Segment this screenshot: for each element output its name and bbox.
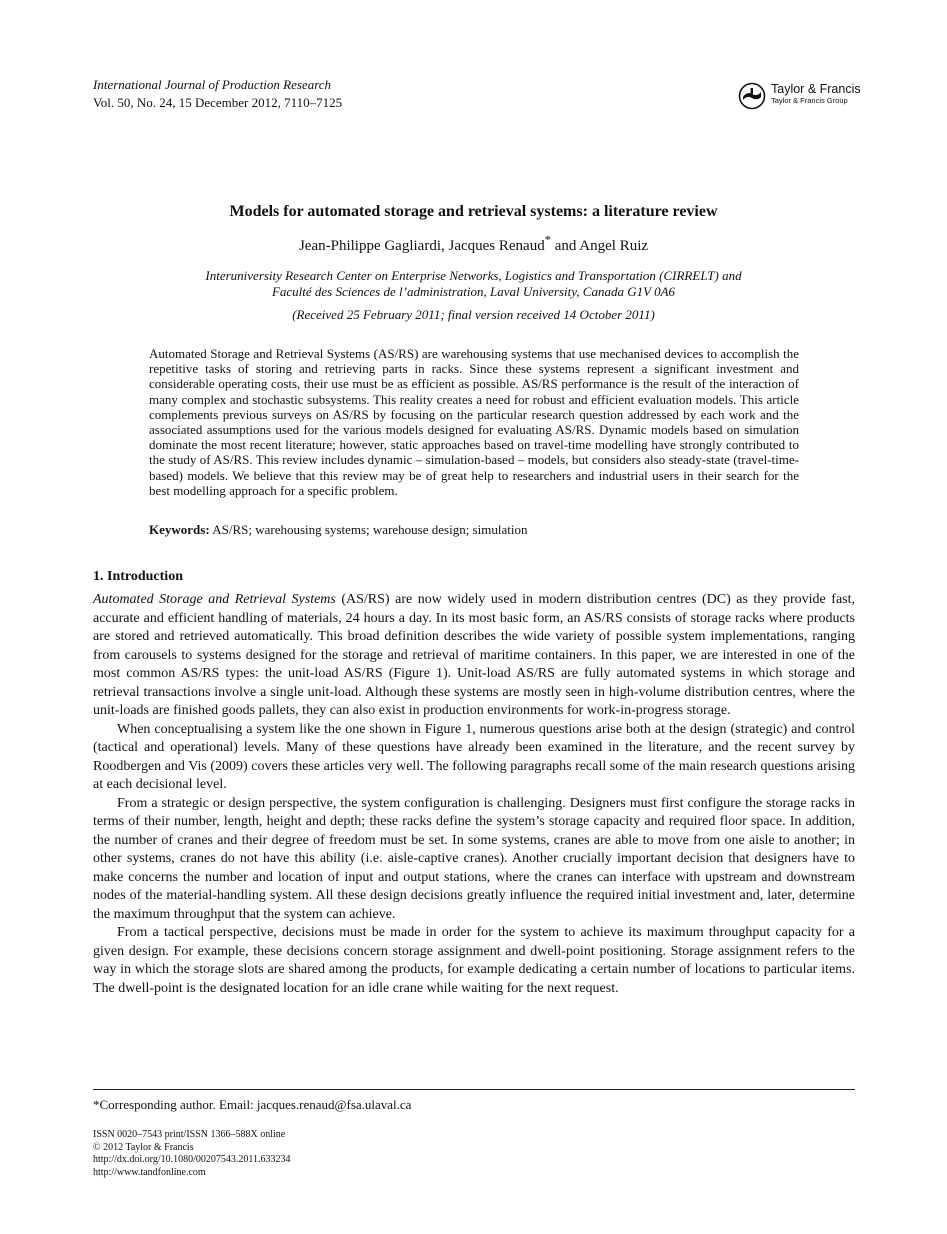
- corresponding-mark: *: [544, 233, 551, 247]
- keywords-text: AS/RS; warehousing systems; warehouse design; simulation: [212, 522, 528, 537]
- body-text: [93, 591, 855, 998]
- authors-last: and Angel Ruiz: [550, 238, 649, 254]
- affiliation-line-2: Faculté des Sciences de l’administration, Laval University, Canada G1V 0A6: [271, 284, 676, 299]
- paragraph-3: From a strategic or design perspective, the system configuration is challenging. Designers must first configure the storage racks in terms of their number, length, height and depth; these racks define the system’s storage capacity and required floor space. In addition, the number of cranes and their degree of freedom must be set. In some systems, cranes are able to move from one aisle to another; in other systems, cranes do not have this ability (i.e. aisle-captive cranes). Another crucially important decision that designers have to make concerns the number and location of input and output stations, where the cranes can interface with upstream and downstream nodes of the material-handling system. All these design decisions greatly influence the required initial investment and, later, determine the maximum throughput that the system can achieve.: [93, 795, 855, 922]
- authors-first: Jean-Philippe Gagliardi, Jacques Renaud: [298, 238, 545, 254]
- paragraph-1-italic: Automated Storage and Retrieval Systems: [93, 592, 336, 607]
- footnote: *Corresponding author. Email: jacques.renaud@fsa.ulaval.ca: [93, 1097, 412, 1112]
- paragraph-2: When conceptualising a system like the one shown in Figure 1, numerous questions arise both at the design (strategic) and control (tactical and operational) levels. Many of these questions have already been examined in the literature, and the recent survey by Roodbergen and Vis (2009) covers these articles very well. The following paragraphs recall some of the main research questions arising at each decisional level.: [93, 721, 855, 792]
- journal-name: International Journal of Production Research: [93, 77, 332, 92]
- publication-meta: [93, 1129, 291, 1179]
- abstract: Automated Storage and Retrieval Systems (AS/RS) are warehousing systems that use mechanised devices to accomplish the repetitive tasks of storing and retrieving parts in racks. Since these systems represent a significant investment and considerable operating costs, their use must be as efficient as possible. AS/RS performance is the result of the interaction of many complex and stochastic subsystems. This reality creates a need for robust and efficient evaluation models. This article complements previous surveys on AS/RS by focusing on the particular research question addressed by each work and the associated assumptions used for the various models designed for evaluating AS/RS. Dynamic models based on simulation dominate the most recent literature; however, static approaches based on travel-time modelling have strongly contributed to the study of AS/RS. This review includes dynamic – simulation-based – models, but considers also steady-state (travel-time-based) models. We believe that this review may be of great help to researchers and industrial users in their search for the best modelling approach for a specific problem.: [149, 346, 799, 498]
- issn: ISSN 0020–7543 print/ISSN 1366–588X online: [93, 1129, 286, 1140]
- section-heading: 1. Introduction: [93, 569, 183, 584]
- volume-line: Vol. 50, No. 24, 15 December 2012, 7110–7125: [93, 95, 343, 110]
- author-list: [93, 229, 854, 257]
- article-title: Models for automated storage and retrieval systems: a literature review: [229, 203, 718, 220]
- affiliation: [93, 268, 854, 300]
- paragraph-1: [93, 591, 855, 721]
- publisher-logo: [738, 82, 861, 110]
- paragraph-1-rest: (AS/RS) are now widely used in modern distribution centres (DC) as they provide fast, accurate and efficient handling of materials, 24 hours a day. In its most basic form, an AS/RS consists of storage racks where products are stored and retrieved automatically. This broad definition describes the wide variety of possible system implementations, ranging from carousels to systems designed for the storage and retrieval of maritime containers. In this paper, we are interested in one of the most common AS/RS types: the unit-load AS/RS (Figure 1). Unit-load AS/RS are fully automated systems in which storage and retrieval transactions involve a single unit-load. Although these systems are mostly seen in high-volume distribution centres, where the unit-loads are finished goods pallets, they can also exist in production environments for work-in-progress storage.: [93, 592, 855, 718]
- footnote-divider: [93, 1089, 855, 1090]
- keywords-label: Keywords:: [149, 522, 210, 537]
- paragraph-4: From a tactical perspective, decisions must be made in order for the system to achieve its maximum throughput capacity for a given design. For example, these decisions concern storage assignment and dwell-point positioning. Storage assignment refers to the way in which the storage slots are shared among the products, for example dedicating a certain number of locations to particular items. The dwell-point is the designated location for an idle crane while waiting for the next request.: [93, 925, 855, 996]
- logo-group: Taylor & Francis Group: [771, 96, 848, 105]
- logo-name: Taylor & Francis: [771, 82, 861, 96]
- journal-header: [93, 76, 342, 112]
- affiliation-line-1: Interuniversity Research Center on Enterprise Networks, Logistics and Transportation (CIRRELT) and: [205, 268, 742, 283]
- keywords: [149, 521, 799, 539]
- copyright: © 2012 Taylor & Francis: [93, 1141, 194, 1153]
- received-dates: (Received 25 February 2011; final version received 14 October 2011): [292, 307, 655, 322]
- doi-link[interactable]: http://dx.doi.org/10.1080/00207543.2011.633234: [93, 1154, 291, 1165]
- taylor-francis-logo-icon: [738, 82, 766, 110]
- publisher-url[interactable]: http://www.tandfonline.com: [93, 1166, 206, 1178]
